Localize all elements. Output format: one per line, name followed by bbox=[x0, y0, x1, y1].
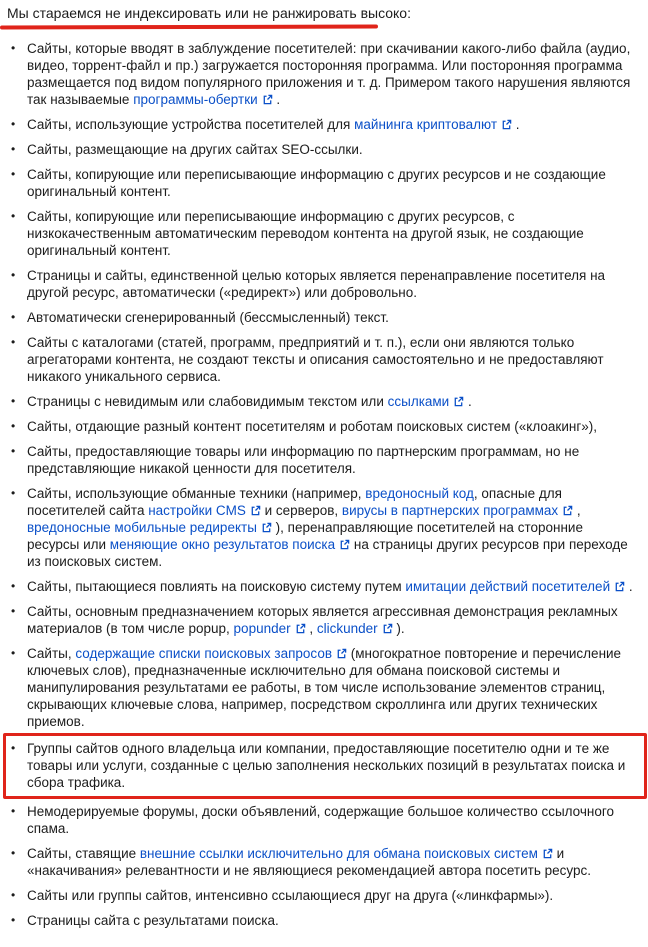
link[interactable]: ссылками bbox=[388, 394, 465, 409]
list-item bbox=[7, 645, 640, 730]
bullet-marker: • bbox=[11, 741, 16, 755]
list-item bbox=[7, 208, 640, 259]
list-item bbox=[7, 418, 640, 435]
list-item bbox=[7, 393, 640, 410]
list-item bbox=[7, 578, 640, 595]
bullet-marker: • bbox=[11, 268, 16, 282]
bullet-marker: • bbox=[11, 310, 16, 324]
bullet-marker: • bbox=[11, 209, 16, 223]
item-text bbox=[27, 309, 640, 326]
item-text bbox=[27, 845, 640, 879]
text-segment: Страницы и сайты, единственной целью которых является перенаправление посетителя на другой ресурс, автоматически («редирект») или добровольно. bbox=[27, 268, 606, 300]
text-segment: , bbox=[573, 503, 581, 518]
link[interactable]: вредоносный код bbox=[365, 486, 474, 501]
list-item bbox=[7, 116, 640, 133]
text-segment: Страницы сайта с результатами поиска. bbox=[27, 913, 279, 928]
link[interactable]: имитации действий посетителей bbox=[405, 579, 625, 594]
bullet-marker: • bbox=[11, 846, 16, 860]
text-segment: . bbox=[512, 117, 520, 132]
external-link-icon bbox=[501, 119, 512, 130]
external-link-icon bbox=[562, 505, 573, 516]
item-text bbox=[27, 116, 640, 133]
text-segment: Сайты, пытающиеся повлиять на поисковую систему путем bbox=[27, 579, 406, 594]
text-segment: и «накачивания» релевантности и не являющиеся рекомендацией автора посетить ресурс. bbox=[27, 846, 591, 878]
text-segment: . bbox=[625, 579, 633, 594]
text-segment: и серверов, bbox=[260, 503, 342, 518]
external-link-icon bbox=[336, 648, 347, 659]
list-item-highlighted bbox=[3, 733, 647, 799]
text-segment: (многократное повторение и перечисление ключевых слов), предназначенные исключительно для обмана поисковой системы и манипулирования результатами ее работы, в том числе использование элементов страниц, скрывающих ключевые слова, например, посредством скроллинга или других технических приемов. bbox=[27, 646, 622, 729]
item-text bbox=[27, 887, 640, 904]
text-segment: Автоматически сгенерированный (бессмысленный) текст. bbox=[27, 310, 389, 325]
bullet-marker: • bbox=[11, 646, 16, 660]
list-item bbox=[7, 603, 640, 637]
external-link-icon bbox=[339, 539, 350, 550]
bullet-marker: • bbox=[11, 804, 16, 818]
text-segment: Сайты или группы сайтов, интенсивно ссылающиеся друг на друга («линкфармы»). bbox=[27, 888, 554, 903]
list-item bbox=[7, 334, 640, 385]
violations-list bbox=[7, 40, 640, 929]
item-text bbox=[27, 912, 640, 929]
bullet-marker: • bbox=[11, 117, 16, 131]
item-text bbox=[27, 578, 640, 595]
text-segment: Сайты, bbox=[27, 646, 76, 661]
item-text bbox=[27, 803, 640, 837]
text-segment: . bbox=[464, 394, 472, 409]
bullet-marker: • bbox=[11, 394, 16, 408]
text-segment: Сайты, копирующие или переписывающие информацию с других ресурсов и не создающие оригинальный контент. bbox=[27, 167, 606, 199]
text-segment: Сайты с каталогами (статей, программ, предприятий и т. п.), если они являются только агрегаторами контента, не создают тексты и описания самостоятельно и не предоставляют никакого уникального сервиса. bbox=[27, 335, 604, 384]
link[interactable]: вирусы в партнерских программах bbox=[342, 503, 573, 518]
bullet-marker: • bbox=[11, 142, 16, 156]
text-segment: Сайты, которые вводят в заблуждение посетителей: при скачивании какого-либо файла (аудио, видео, торрент-файл и пр.) загружается посторонняя программа. Или посторонняя программа размещается под видом популярного приложения и т. д. Примером такого нарушения являются так называемые bbox=[27, 41, 631, 107]
list-item bbox=[7, 887, 640, 904]
list-item bbox=[7, 141, 640, 158]
item-text bbox=[27, 141, 640, 158]
external-link-icon bbox=[262, 94, 273, 105]
page-title: Мы стараемся не индексировать или не ранжировать высоко: bbox=[7, 5, 411, 21]
link[interactable]: майнинга криптовалют bbox=[354, 117, 512, 132]
text-segment: Сайты, отдающие разный контент посетителям и роботам поисковых систем («клоакинг»), bbox=[27, 419, 597, 434]
text-segment: Сайты, размещающие на других сайтах SEO-ссылки. bbox=[27, 142, 363, 157]
external-link-icon bbox=[614, 581, 625, 592]
item-text bbox=[27, 334, 640, 385]
list-item bbox=[7, 309, 640, 326]
link[interactable]: меняющие окно результатов поиска bbox=[110, 537, 350, 552]
bullet-marker: • bbox=[11, 486, 16, 500]
item-text bbox=[27, 267, 640, 301]
text-segment: на страницы других ресурсов при переходе из поисковых систем. bbox=[27, 537, 628, 569]
text-segment: . bbox=[272, 92, 281, 107]
item-text bbox=[27, 645, 640, 730]
red-underline-annotation bbox=[0, 25, 378, 30]
list-item bbox=[7, 845, 640, 879]
link[interactable]: внешние ссылки исключительно для обмана поисковых систем bbox=[140, 846, 553, 861]
item-text bbox=[27, 393, 640, 410]
text-segment: Страницы с невидимым или слабовидимым текстом или bbox=[27, 394, 388, 409]
item-text bbox=[27, 485, 640, 570]
item-text bbox=[27, 418, 640, 435]
list-item bbox=[7, 912, 640, 929]
external-link-icon bbox=[542, 848, 553, 859]
bullet-marker: • bbox=[11, 444, 16, 458]
link[interactable]: вредоносные мобильные редиректы bbox=[27, 520, 272, 535]
text-segment: , опасные для посетителей сайта bbox=[27, 486, 562, 518]
link[interactable]: clickunder bbox=[317, 621, 393, 636]
item-text bbox=[27, 740, 640, 791]
bullet-marker: • bbox=[11, 419, 16, 433]
text-segment: , bbox=[305, 621, 317, 636]
bullet-marker: • bbox=[11, 913, 16, 927]
link[interactable]: программы-обертки bbox=[133, 92, 272, 107]
list-item bbox=[7, 166, 640, 200]
item-text bbox=[27, 166, 640, 200]
bullet-marker: • bbox=[11, 41, 16, 55]
text-segment: Сайты, использующие обманные техники (например, bbox=[27, 486, 366, 501]
link[interactable]: содержащие списки поисковых запросов bbox=[75, 646, 347, 661]
external-link-icon bbox=[295, 623, 306, 634]
item-text bbox=[27, 443, 640, 477]
external-link-icon bbox=[453, 396, 464, 407]
text-segment: Сайты, использующие устройства посетителей для bbox=[27, 117, 355, 132]
list-item bbox=[7, 267, 640, 301]
bullet-marker: • bbox=[11, 888, 16, 902]
bullet-marker: • bbox=[11, 579, 16, 593]
text-segment: ), перенаправляющие посетителей на сторонние ресурсы или bbox=[27, 520, 583, 552]
text-segment: ). bbox=[392, 621, 405, 636]
text-segment: Сайты, предоставляющие товары или информацию по партнерским программам, но не представляющие никакой ценности для посетителя. bbox=[27, 444, 580, 476]
text-segment: Сайты, ставящие bbox=[27, 846, 140, 861]
text-segment: Сайты, основным предназначением которых является агрессивная демонстрация рекламных материалов (в том числе popup, bbox=[27, 604, 618, 636]
item-text bbox=[27, 208, 640, 259]
link[interactable]: popunder bbox=[234, 621, 306, 636]
list-item bbox=[7, 485, 640, 570]
list-item bbox=[7, 443, 640, 477]
text-segment: Немодерируемые форумы, доски объявлений, содержащие большое количество ссылочного спама. bbox=[27, 804, 615, 836]
external-link-icon bbox=[382, 623, 393, 634]
list-item bbox=[7, 40, 640, 108]
bullet-marker: • bbox=[11, 604, 16, 618]
external-link-icon bbox=[250, 505, 261, 516]
link[interactable]: настройки CMS bbox=[148, 503, 261, 518]
item-text bbox=[27, 603, 640, 637]
external-link-icon bbox=[261, 522, 272, 533]
text-segment: Группы сайтов одного владельца или компании, предоставляющие посетителю одни и те же товары или услуги, созданные с целью заполнения нескольких позиций в результатах поиска и сбора трафика. bbox=[27, 741, 626, 790]
text-segment: Сайты, копирующие или переписывающие информацию с других ресурсов, с низкокачественным автоматическим переводом контента на другой язык, не создающие оригинальный контент. bbox=[27, 209, 584, 258]
bullet-marker: • bbox=[11, 167, 16, 181]
list-item bbox=[7, 803, 640, 837]
item-text bbox=[27, 40, 640, 108]
bullet-marker: • bbox=[11, 335, 16, 349]
